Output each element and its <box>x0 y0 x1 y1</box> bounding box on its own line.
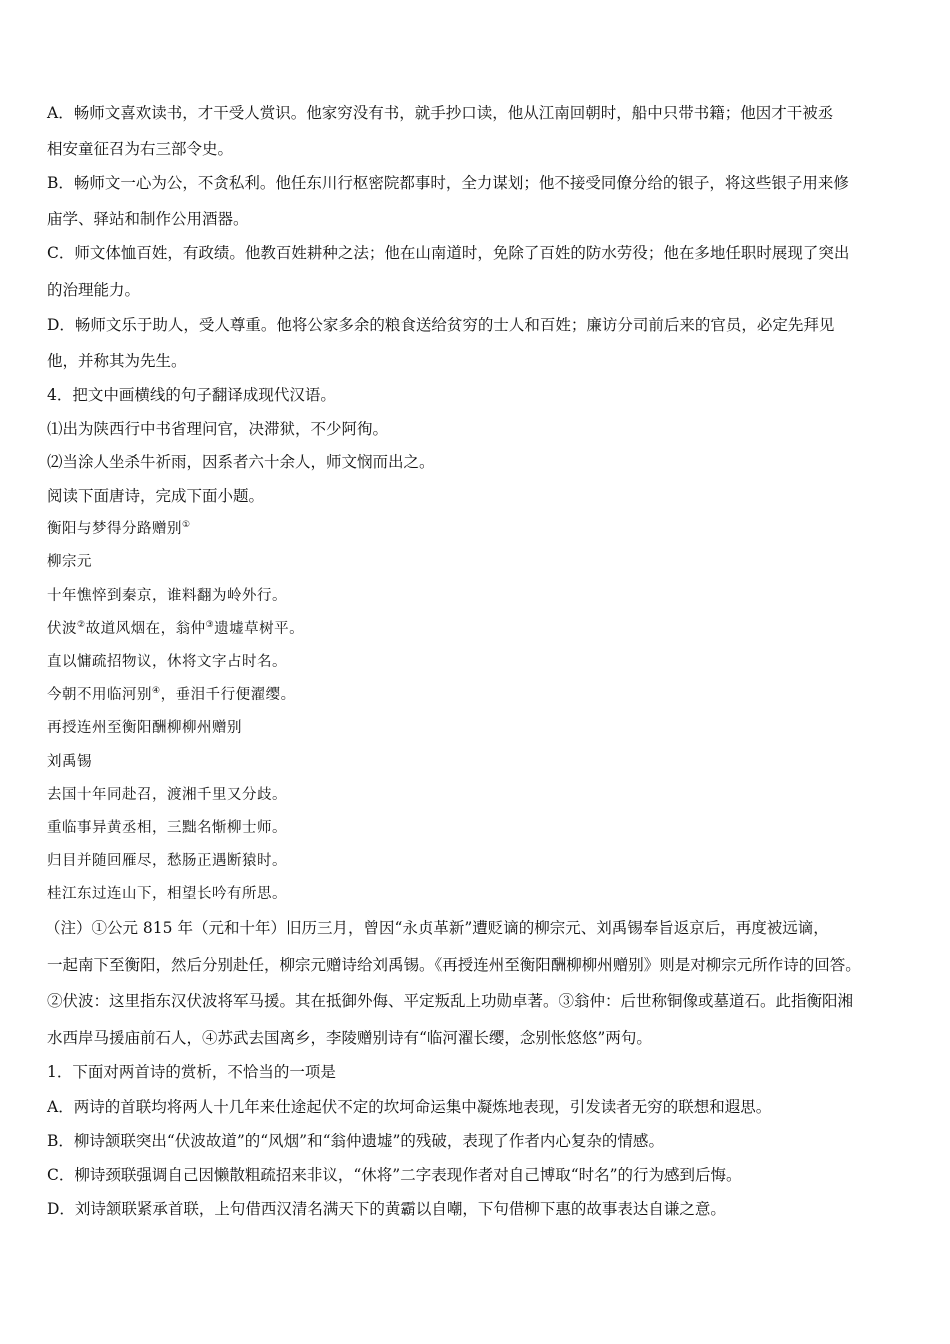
option-d-line-2: 他，并称其为先生。 <box>47 352 187 370</box>
poem-1-line-4-part-1: 今朝不用临河别 <box>47 687 152 703</box>
footnote-mark-4: ④ <box>152 686 161 697</box>
notes-line-2: 一起南下至衡阳，然后分别赴任，柳宗元赠诗给刘禹锡。《再授连州至衡阳酬柳柳州赠别》则是对柳宗元所作诗的回答。 <box>47 956 861 974</box>
poem-2-line-2: 重临事异黄丞相，三黜名惭柳士师。 <box>47 820 287 836</box>
footnote-mark-2: ② <box>77 620 86 631</box>
poem-1-author: 柳宗元 <box>47 554 92 570</box>
question-1-option-d: D．刘诗颔联紧承首联，上句借西汉清名满天下的黄霸以自嘲，下句借柳下惠的故事表达自谦之意。 <box>47 1200 726 1218</box>
question-1-title: 1．下面对两首诗的赏析，不恰当的一项是 <box>47 1063 336 1081</box>
option-c-line-2: 的治理能力。 <box>47 281 141 299</box>
poem-1-line-2-part-3: 遗墟草树平。 <box>214 621 305 637</box>
question-1-option-c: C．柳诗颈联强调自己因懒散粗疏招来非议，“休将”二字表现作者对自己博取“时名”的行为感到后悔。 <box>47 1166 742 1184</box>
option-a-line-2: 相安童征召为右三部令史。 <box>47 140 234 158</box>
option-b-line-2: 庙学、驿站和制作公用酒器。 <box>47 210 249 228</box>
poem-1-line-4-part-2: ，垂泪千行便濯缨。 <box>160 687 296 703</box>
poem-1-line-2-part-1: 伏波 <box>47 621 77 637</box>
poem-1-title <box>47 519 191 539</box>
footnote-mark-3: ③ <box>205 620 215 631</box>
poem-1-line-1: 十年憔悴到秦京，谁料翻为岭外行。 <box>47 588 287 604</box>
option-c-line-1: C．师文体恤百姓，有政绩。他教百姓耕种之法；他在山南道时，免除了百姓的防水劳役；他在多地任职时展现了突出 <box>47 244 850 262</box>
question-1-option-a: A．两诗的首联均将两人十几年来仕途起伏不定的坎坷命运集中凝炼地表现，引发读者无穷的联想和遐思。 <box>47 1098 772 1116</box>
notes-line-1: （注）①公元 815 年（元和十年）旧历三月，曾因“永贞革新”遭贬谪的柳宗元、刘禹锡奉旨返京后，再度被远谪， <box>45 919 829 937</box>
notes-line-4: 水西岸马援庙前石人，④苏武去国离乡，李陵赠别诗有“临河濯长缨，念别怅悠悠”两句。 <box>47 1029 652 1047</box>
poem-intro: 阅读下面唐诗，完成下面小题。 <box>47 487 265 505</box>
poem-2-line-1: 去国十年同赴召，渡湘千里又分歧。 <box>47 787 287 803</box>
poem-1-line-2 <box>47 619 304 639</box>
option-a-line-1: A．畅师文喜欢读书，才干受人赏识。他家穷没有书，就手抄口读，他从江南回朝时，船中只带书籍；他因才干被丞 <box>47 104 834 122</box>
poem-1-line-4 <box>47 685 296 705</box>
poem-1-line-2-part-2: 故道风烟在，翁仲 <box>85 621 206 637</box>
poem-2-author: 刘禹锡 <box>47 754 92 770</box>
poem-1-title-text: 衡阳与梦得分路赠别 <box>47 521 182 537</box>
question-4-title: 4．把文中画横线的句子翻译成现代汉语。 <box>47 386 336 404</box>
poem-2-line-3: 归目并随回雁尽，愁肠正遇断猿时。 <box>47 853 287 869</box>
footnote-mark-1: ① <box>182 520 191 531</box>
question-4-sentence-2: ⑵当涂人坐杀牛祈雨，因系者六十余人，师文悯而出之。 <box>47 453 435 471</box>
option-b-line-1: B．畅师文一心为公，不贪私利。他任东川行枢密院都事时，全力谋划；他不接受同僚分给的银子，将这些银子用来修 <box>47 174 849 192</box>
notes-line-3: ②伏波：这里指东汉伏波将军马援。其在抵御外侮、平定叛乱上功勋卓著。③翁仲：后世称铜像或墓道石。此指衡阳湘 <box>47 992 854 1010</box>
question-4-sentence-1: ⑴出为陕西行中书省理问官，决滞狱，不少阿徇。 <box>47 420 389 438</box>
poem-2-title: 再授连州至衡阳酬柳柳州赠别 <box>47 720 242 736</box>
poem-1-line-3: 直以慵疏招物议，休将文字占时名。 <box>47 654 287 670</box>
poem-2-line-4: 桂江东过连山下，相望长吟有所思。 <box>47 886 287 902</box>
question-1-option-b: B．柳诗颔联突出“伏波故道”的“风烟”和“翁仲遗墟”的残破，表现了作者内心复杂的情感。 <box>47 1132 664 1150</box>
option-d-line-1: D．畅师文乐于助人，受人尊重。他将公家多余的粮食送给贫穷的士人和百姓；廉访分司前后来的官员，必定先拜见 <box>47 316 835 334</box>
